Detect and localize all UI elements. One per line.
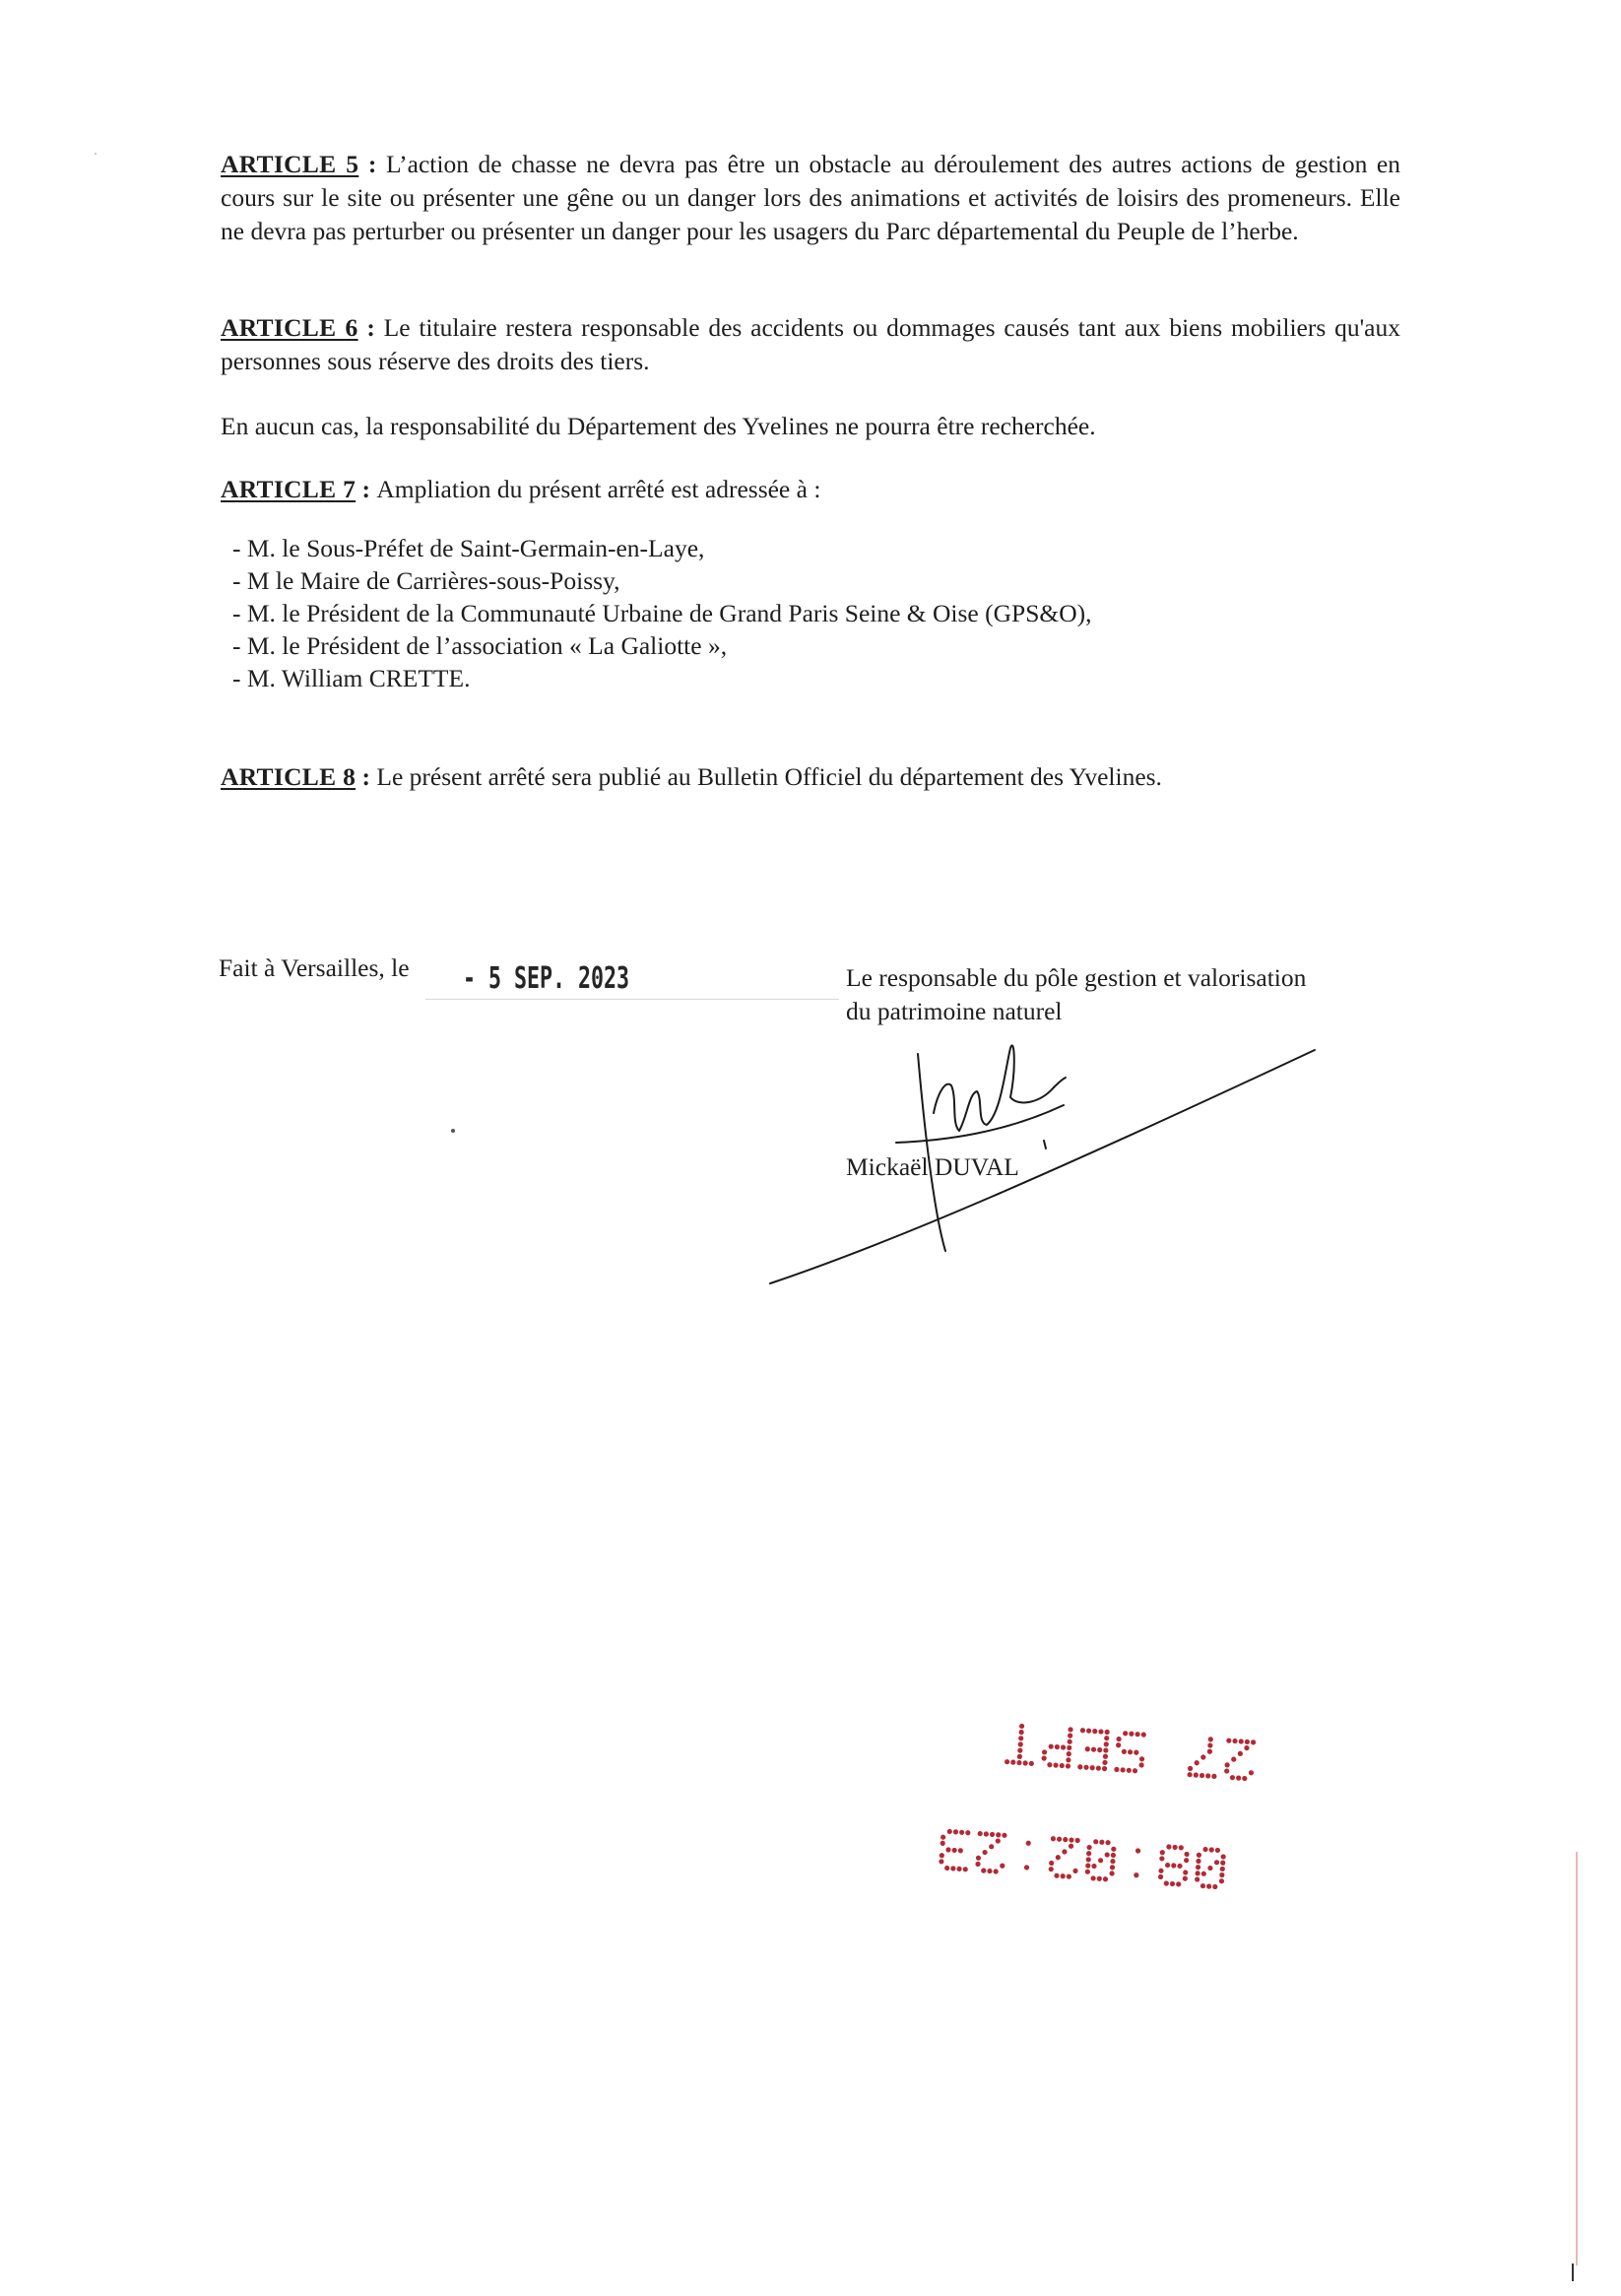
perforation-dot xyxy=(1184,1858,1190,1864)
perforation-dot xyxy=(990,1832,996,1838)
perforation-dot xyxy=(946,1829,952,1835)
perforation-dot xyxy=(1160,1850,1166,1856)
perforation-dot xyxy=(1104,1741,1110,1747)
perforation-dot xyxy=(1010,1759,1016,1765)
perforation-dot xyxy=(1069,1837,1074,1843)
perforation-dot xyxy=(1090,1875,1096,1881)
article-8-paragraph: ARTICLE 8 : Le présent arrêté sera publié au Bulletin Officiel du département des Yvelines. xyxy=(221,762,1162,791)
perforation-dot xyxy=(1068,1733,1073,1738)
perforation-dot xyxy=(1086,1845,1092,1851)
signer-name: Mickaël DUVAL xyxy=(846,1152,1019,1181)
perforation-dot xyxy=(1096,1765,1102,1771)
perforation-dot xyxy=(1128,1749,1134,1755)
perforation-dot xyxy=(1063,1837,1069,1843)
perforation-dot xyxy=(1220,1867,1226,1872)
perforation-dot xyxy=(1041,1755,1047,1761)
perforation-dot xyxy=(1123,1731,1129,1737)
perforation-dot xyxy=(1138,1762,1144,1768)
perforation-dot xyxy=(987,1869,993,1874)
perforation-dot xyxy=(1048,1867,1054,1872)
article-5-label: ARTICLE 5 xyxy=(221,150,359,178)
perforation-dot xyxy=(1086,1851,1092,1857)
perforation-dot xyxy=(1105,1840,1111,1846)
article-6-paragraph: ARTICLE 6 : Le titulaire restera responsable des accidents ou dommages causés tant aux biens mobiliers qu'aux personnes sous réserve des droits des tiers. xyxy=(221,313,1400,375)
perforation-dot xyxy=(975,1862,981,1868)
perforation-dot xyxy=(1103,1876,1109,1882)
perforation-dot xyxy=(940,1853,945,1859)
article-8-text: Le présent arrêté sera publié au Bulletin Officiel du département des Yvelines. xyxy=(376,762,1162,791)
perforation-dot xyxy=(1230,1775,1236,1781)
perforation-dot xyxy=(1048,1743,1054,1749)
perforation-dot xyxy=(1056,1855,1062,1861)
perforation-dot xyxy=(956,1867,962,1872)
perforation-dot xyxy=(1140,1732,1146,1738)
perforation-dot xyxy=(1099,1839,1105,1845)
perforation-dot xyxy=(939,1859,944,1865)
perforation-dot xyxy=(1111,1853,1117,1859)
scan-speck xyxy=(95,153,97,155)
perforation-dot xyxy=(1220,1860,1226,1866)
perforation-dot xyxy=(1085,1746,1091,1752)
perforation-dot xyxy=(950,1866,956,1871)
perforation-dot xyxy=(1242,1776,1248,1782)
recipients-list xyxy=(232,532,1092,694)
perforation-dot xyxy=(1219,1878,1225,1884)
perforation-dot xyxy=(1194,1772,1200,1778)
perforation-dot xyxy=(1172,1845,1178,1851)
perforation-dot xyxy=(1085,1870,1091,1875)
perforation-dot xyxy=(1042,1749,1048,1755)
perforation-dot xyxy=(1097,1747,1103,1753)
handwritten-signature xyxy=(758,1015,1329,1300)
perforation-dot xyxy=(1245,1739,1251,1745)
place-of-signature: Fait à Versailles, le xyxy=(219,953,410,982)
perforation-dot xyxy=(1212,1884,1218,1890)
perforation-dot xyxy=(1200,1773,1205,1779)
perforation-dot xyxy=(1089,1765,1095,1771)
perforation-dot xyxy=(1215,1848,1221,1854)
perforation-dot xyxy=(989,1844,995,1850)
perforation-dot xyxy=(1202,1847,1208,1853)
perforation-dot xyxy=(1017,1754,1023,1760)
perforation-dot xyxy=(981,1868,987,1873)
perforation-dot xyxy=(1170,1881,1176,1887)
article-7-paragraph: ARTICLE 7 : Ampliation du présent arrêté est adressée à : xyxy=(221,475,821,503)
article-5-text: L’action de chasse ne devra pas être un obstacle au déroulement des autres actions de gestion en cours sur le site ou présenter une gêne ou un danger lors des animations et activités de loisirs des promeneurs. Elle ne devra pas perturber ou présenter un danger pour les usagers du Parc départemental du Peuple de l’herbe. xyxy=(221,150,1400,245)
perforation-dot xyxy=(1236,1775,1242,1781)
perforation-dot xyxy=(1238,1751,1244,1757)
perforation-dot xyxy=(1195,1876,1200,1882)
list-item: - M. William CRETTE. xyxy=(232,664,471,692)
perforation-dot xyxy=(945,1847,951,1853)
perforation-dot xyxy=(1244,1745,1250,1751)
perforation-dot xyxy=(1069,1843,1074,1849)
perforation-dot xyxy=(1066,1763,1071,1769)
perforation-dot xyxy=(1135,1848,1141,1854)
perforation-dot xyxy=(1194,1760,1200,1766)
perforation-dot xyxy=(1158,1874,1164,1880)
perforation-dot xyxy=(1102,1760,1108,1766)
list-item: - M. le Président de la Communauté Urbaine de Grand Paris Seine & Oise (GPS&O), xyxy=(232,599,1092,627)
perforation-dot xyxy=(984,1831,990,1837)
perforation-dot xyxy=(1200,1754,1206,1760)
perforation-dot xyxy=(1195,1870,1200,1876)
perforation-dot xyxy=(1086,1728,1092,1734)
perforation-dot xyxy=(1183,1870,1189,1875)
perforation-dot xyxy=(1060,1873,1066,1879)
perforation-dot xyxy=(1067,1739,1072,1745)
perforation-dot xyxy=(1122,1749,1128,1755)
scan-edge-line xyxy=(1576,1852,1578,2265)
perforation-dot xyxy=(1109,1870,1115,1876)
perforation-dot xyxy=(1139,1756,1145,1762)
perforation-dot xyxy=(1207,1742,1213,1748)
perforation-dot xyxy=(996,1838,1002,1844)
perforation-dot xyxy=(959,1830,965,1836)
date-underline xyxy=(425,999,839,1000)
scan-edge-mark xyxy=(1572,2263,1574,2281)
perforation-dot xyxy=(1067,1873,1072,1879)
perforation-dot xyxy=(1116,1742,1122,1748)
perforation-dot xyxy=(1005,1759,1010,1765)
perforation-dot xyxy=(1211,1774,1217,1780)
perforation-dot xyxy=(1164,1880,1170,1886)
perforation-dot xyxy=(1085,1863,1091,1869)
perforation-dot xyxy=(1224,1768,1230,1774)
perforation-dot xyxy=(1017,1741,1023,1747)
perforation-dot xyxy=(1114,1767,1120,1773)
perforation-dot xyxy=(1091,1746,1097,1752)
perforation-dot xyxy=(1187,1772,1193,1778)
perforation-dot xyxy=(1059,1763,1065,1769)
perforation-dot xyxy=(1097,1876,1103,1882)
perforation-dot xyxy=(1074,1838,1080,1844)
perforation-dot xyxy=(1134,1749,1139,1755)
perforation-dot xyxy=(965,1830,971,1836)
article-7-text: Ampliation du présent arrêté est adressée à : xyxy=(376,475,821,503)
perforation-date-stamp xyxy=(926,1694,1280,1911)
perforation-dot xyxy=(1103,1753,1109,1759)
perforation-dot xyxy=(1098,1729,1104,1735)
perforation-dot xyxy=(982,1850,988,1856)
perforation-dot xyxy=(1029,1761,1035,1767)
perforation-dot xyxy=(1047,1762,1053,1768)
perforation-dot xyxy=(1066,1757,1071,1763)
perforation-dot xyxy=(940,1841,945,1847)
perforation-dot xyxy=(1092,1729,1098,1735)
perforation-dot xyxy=(1201,1871,1207,1877)
perforation-dot xyxy=(1016,1760,1022,1766)
perforation-dot xyxy=(1134,1872,1139,1878)
perforation-dot xyxy=(1159,1856,1165,1862)
perforation-dot xyxy=(1103,1747,1109,1753)
perforation-dot xyxy=(1220,1854,1226,1860)
perforation-dot xyxy=(993,1869,999,1874)
role-line-2: du patrimoine naturel xyxy=(846,997,1063,1025)
perforation-dot xyxy=(1049,1861,1055,1867)
perforation-dot xyxy=(1002,1833,1007,1839)
perforation-dot xyxy=(977,1831,983,1837)
perforation-dot xyxy=(1127,1768,1133,1774)
perforation-dot xyxy=(1067,1745,1072,1751)
perforation-dot xyxy=(1208,1847,1214,1853)
perforation-dot xyxy=(962,1867,968,1872)
date-stamp: - 5 SEP. 2023 xyxy=(463,961,630,996)
role-line-1: Le responsable du pôle gestion et valorisation xyxy=(846,963,1307,992)
perforation-dot xyxy=(1098,1858,1104,1864)
list-item: - M le Maire de Carrières-sous-Poissy, xyxy=(232,566,620,595)
perforation-dot xyxy=(1024,1865,1030,1870)
perforation-dot xyxy=(1176,1881,1182,1887)
perforation-dot xyxy=(1068,1727,1073,1733)
perforation-dot xyxy=(1067,1751,1072,1757)
perforation-dot xyxy=(1091,1864,1097,1870)
perforation-dot xyxy=(1208,1737,1214,1742)
perforation-dot xyxy=(1111,1847,1117,1853)
article-7-label: ARTICLE 7 xyxy=(221,475,357,503)
perforation-dot xyxy=(944,1866,950,1871)
perforation-dot xyxy=(1224,1762,1230,1768)
perforation-dot xyxy=(1158,1869,1164,1874)
perforation-dot xyxy=(1062,1849,1068,1855)
perforation-dot xyxy=(1110,1865,1116,1870)
article-5-paragraph: ARTICLE 5 : L’action de chasse ne devra pas être un obstacle au déroulement des autres actions de gestion en cours sur le site ou présenter une gêne ou un danger lors des animations et activités de loisirs des promeneurs. Elle ne devra pas perturber ou présenter un danger pour les usagers du Parc départemental du Peuple de l’herbe. xyxy=(221,150,1400,245)
perforation-dot xyxy=(1196,1865,1201,1870)
perforation-dot xyxy=(1083,1765,1089,1771)
perforation-dot xyxy=(1232,1738,1238,1744)
perforation-dot xyxy=(1019,1724,1025,1730)
perforation-dot xyxy=(1133,1768,1138,1774)
perforation-dot xyxy=(953,1829,959,1835)
perforation-dot xyxy=(1017,1747,1023,1753)
perforation-dot xyxy=(1179,1845,1185,1851)
perforation-dot xyxy=(1116,1737,1122,1742)
perforation-dot xyxy=(1129,1731,1135,1737)
perforation-dot xyxy=(1120,1767,1126,1773)
perforation-dot xyxy=(940,1834,946,1840)
perforation-dot xyxy=(1102,1766,1108,1772)
perforation-dot xyxy=(1207,1866,1213,1871)
perforation-dot xyxy=(1057,1836,1063,1842)
scan-speck xyxy=(451,1129,455,1133)
perforation-dot xyxy=(1207,1748,1213,1754)
perforation-dot xyxy=(1080,1728,1086,1734)
perforation-dot xyxy=(1077,1764,1083,1770)
perforation-dot xyxy=(1051,1836,1057,1842)
perforation-dot xyxy=(1110,1859,1116,1865)
perforation-dot xyxy=(1219,1872,1225,1878)
perforation-dot xyxy=(1184,1852,1190,1858)
perforation-dot xyxy=(996,1832,1002,1838)
perforation-dot xyxy=(1022,1760,1028,1766)
perforation-dot xyxy=(1205,1773,1211,1779)
perforation-dot xyxy=(951,1848,957,1854)
perforation-dot xyxy=(958,1848,964,1854)
perforation-dot xyxy=(1165,1863,1171,1869)
list-item: - M. le Président de l’association « La Galiotte », xyxy=(232,631,728,660)
perforation-dot xyxy=(1055,1744,1061,1750)
article-8-label: ARTICLE 8 xyxy=(221,762,357,791)
perforation-dot xyxy=(1072,1869,1078,1874)
perforation-dot xyxy=(1231,1756,1237,1762)
article-6-extra-paragraph: En aucun cas, la responsabilité du Département des Yvelines ne pourra être recherchée. xyxy=(221,412,1096,440)
perforation-dot xyxy=(1018,1730,1024,1736)
perforation-dot xyxy=(1025,1840,1031,1846)
perforation-dot xyxy=(1188,1766,1194,1772)
perforation-dot xyxy=(1196,1859,1201,1865)
perforation-dot xyxy=(1135,1732,1140,1738)
perforation-dot xyxy=(1197,1853,1202,1859)
perforation-dot xyxy=(1104,1852,1110,1858)
perforation-dot xyxy=(1226,1738,1232,1743)
perforation-dot xyxy=(1104,1736,1110,1741)
perforation-dot xyxy=(976,1856,982,1862)
perforation-dot xyxy=(1206,1883,1212,1889)
perforation-dot xyxy=(1238,1738,1244,1744)
perforation-dot xyxy=(1166,1844,1172,1850)
perforation-dot xyxy=(1053,1762,1059,1768)
perforation-dot xyxy=(1018,1736,1024,1741)
perforation-dot xyxy=(1054,1873,1060,1879)
perforation-dot xyxy=(1183,1875,1189,1881)
perforation-dot xyxy=(1104,1730,1110,1736)
perforation-dot xyxy=(1000,1863,1005,1869)
perforation-dot xyxy=(1249,1770,1255,1776)
list-item: - M. le Sous-Préfet de Saint-Germain-en-Laye, xyxy=(232,534,705,562)
perforation-dot xyxy=(1177,1864,1183,1870)
perforation-dot xyxy=(1093,1839,1099,1845)
perforation-dot xyxy=(1251,1739,1257,1745)
article-6-text: Le titulaire restera responsable des accidents ou dommages causés tant aux biens mobiliers qu'aux personnes sous réserve des droits des tiers. xyxy=(221,313,1400,375)
perforation-dot xyxy=(1214,1860,1220,1866)
perforation-dot xyxy=(1061,1744,1067,1750)
perforation-dot xyxy=(1085,1857,1091,1863)
article-6-label: ARTICLE 6 xyxy=(221,313,358,342)
perforation-dot xyxy=(1171,1863,1177,1869)
perforation-dot xyxy=(1200,1883,1206,1889)
